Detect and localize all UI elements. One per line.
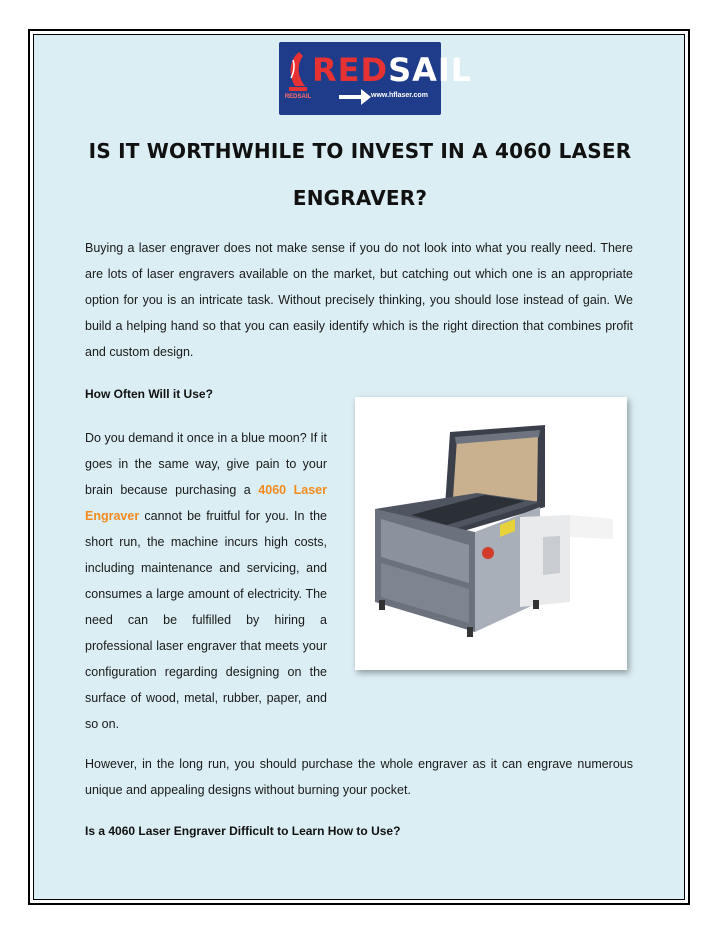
arrow-right-icon [339, 89, 371, 105]
page-title-line-1: IS IT WORTHWHILE TO INVEST IN A 4060 LASER [88, 139, 632, 163]
section-heading-usage: How Often Will it Use? [85, 387, 213, 401]
page-title-line-2: ENGRAVER? [292, 186, 428, 210]
logo-brand-red: RED [312, 51, 389, 89]
sail-emblem-icon [285, 50, 311, 94]
redsail-logo [279, 42, 473, 115]
emergency-stop-icon [482, 547, 494, 559]
logo-brand-white: SAIL [388, 51, 473, 89]
followup-paragraph: However, in the long run, you should purchase the whole engraver as it can engrave numerous unique and appealing designs without burning your pocket. [85, 757, 633, 797]
logo-brand-text [312, 50, 472, 90]
logo-subtext: REDSAIL [284, 94, 312, 100]
product-link[interactable]: 4060 Laser Engraver [85, 483, 327, 523]
laser-engraver-photo [355, 397, 627, 670]
section-heading-learning: Is a 4060 Laser Engraver Difficult to Learn How to Use? [85, 824, 401, 838]
usage-text-after: cannot be fruitful for you. In the short run, the machine incurs high costs, including maintenance and servicing, and consumes a large amount of electricity. The need can be fulfilled by hiring a professional laser engraver that meets your configuration regarding designing on the surface of wood, metal, rubber, paper, and so on. [85, 509, 327, 731]
engraver-illustration [355, 397, 627, 670]
intro-paragraph: Buying a laser engraver does not make sense if you do not look into what you really need. There are lots of laser engravers available on the market, but catching out which one is an appropriate option for you is an intricate task. Without precisely thinking, you should lose instead of gain. We build a helping hand so that you can easily identify which is the right direction that combines profit and custom design. [85, 241, 633, 359]
usage-text-before: Do you demand it once in a blue moon? If it goes in the same way, give pain to your brain because purchasing a [85, 431, 327, 497]
logo-url: www.hflaser.com [371, 92, 428, 99]
usage-paragraph [85, 425, 327, 737]
